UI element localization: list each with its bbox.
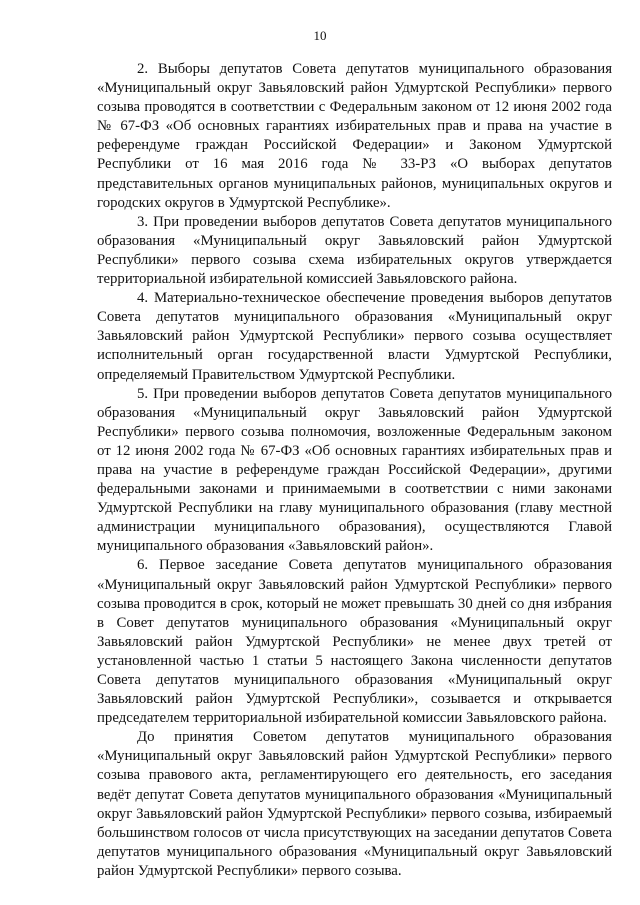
paragraph-item-3: 3. При проведении выборов депутатов Совета депутатов муниципального образования «Муниципальный округ Завьяловский район Удмуртской Республики» первого созыва схема избирательных округов утверждается территориальной избирательной комиссией Завьяловского района. — [97, 213, 612, 288]
paragraph-item-6: 6. Первое заседание Совета депутатов муниципального образования «Муниципальный округ Завьяловский район Удмуртской Республики» первого созыва проводится в срок, который не может превышать 30 дней со дня избрания в Совет депутатов муниципального образования «Муниципальный округ Завьяловский район Удмуртской Республики» не менее двух третей от установленной частью 1 статьи 5 настоящего Закона численности депутатов Совета депутатов муниципального образования «Муниципальный округ Завьяловский район Удмуртской Республики», созывается и открывается председателем территориальной избирательной комиссии Завьяловского района. — [97, 557, 612, 727]
paragraph-item-6-continuation: До принятия Советом депутатов муниципального образования «Муниципальный округ Завьяловский район Удмуртской Республики» первого созыва правового акта, регламентирующего его деятельность, его заседания ведёт депутат Совета депутатов муниципального образования «Муниципальный округ Завьяловский район Удмуртской Республики» первого созыва, избираемый большинством голосов от числа присутствующих на заседании депутатов Совета депутатов муниципального образования «Муниципальный округ Завьяловский район Удмуртской Республики» первого созыва. — [97, 729, 612, 879]
document-body — [97, 60, 612, 881]
paragraph-item-5: 5. При проведении выборов депутатов Совета депутатов муниципального образования «Муниципальный округ Завьяловский район Удмуртской Республики» первого созыва полномочия, возложенные Федеральным законом от 12 июня 2002 года № 67-ФЗ «Об основных гарантиях избирательных прав и права на участие в референдуме граждан Российской Федерации», другими федеральными законами и принимаемыми в соответствии с ними законами Удмуртской Республики на главу муниципального образования (главу местной администрации муниципального образования), осуществляются Главой муниципального образования «Завьяловский район». — [97, 385, 612, 555]
paragraph-item-4: 4. Материально-техническое обеспечение проведения выборов депутатов Совета депутатов муниципального образования «Муниципальный округ Завьяловский район Удмуртской Республики» первого созыва осуществляет исполнительный орган государственной власти Удмуртской Республики, определяемый Правительством Удмуртской Республики. — [97, 290, 612, 383]
page-number: 10 — [313, 28, 327, 43]
paragraph-item-2: 2. Выборы депутатов Совета депутатов муниципального образования «Муниципальный округ Завьяловский район Удмуртской Республики» первого созыва проводятся в соответствии с Федеральным законом от 12 июня 2002 года № 67-ФЗ «Об основных гарантиях избирательных прав и права на участие в референдуме граждан Российской Федерации» и Законом Удмуртской Республики от 16 мая 2016 года № 33-РЗ «О выборах депутатов представительных органов муниципальных районов, муниципальных округов и городских округов в Удмуртской Республике». — [97, 61, 612, 211]
